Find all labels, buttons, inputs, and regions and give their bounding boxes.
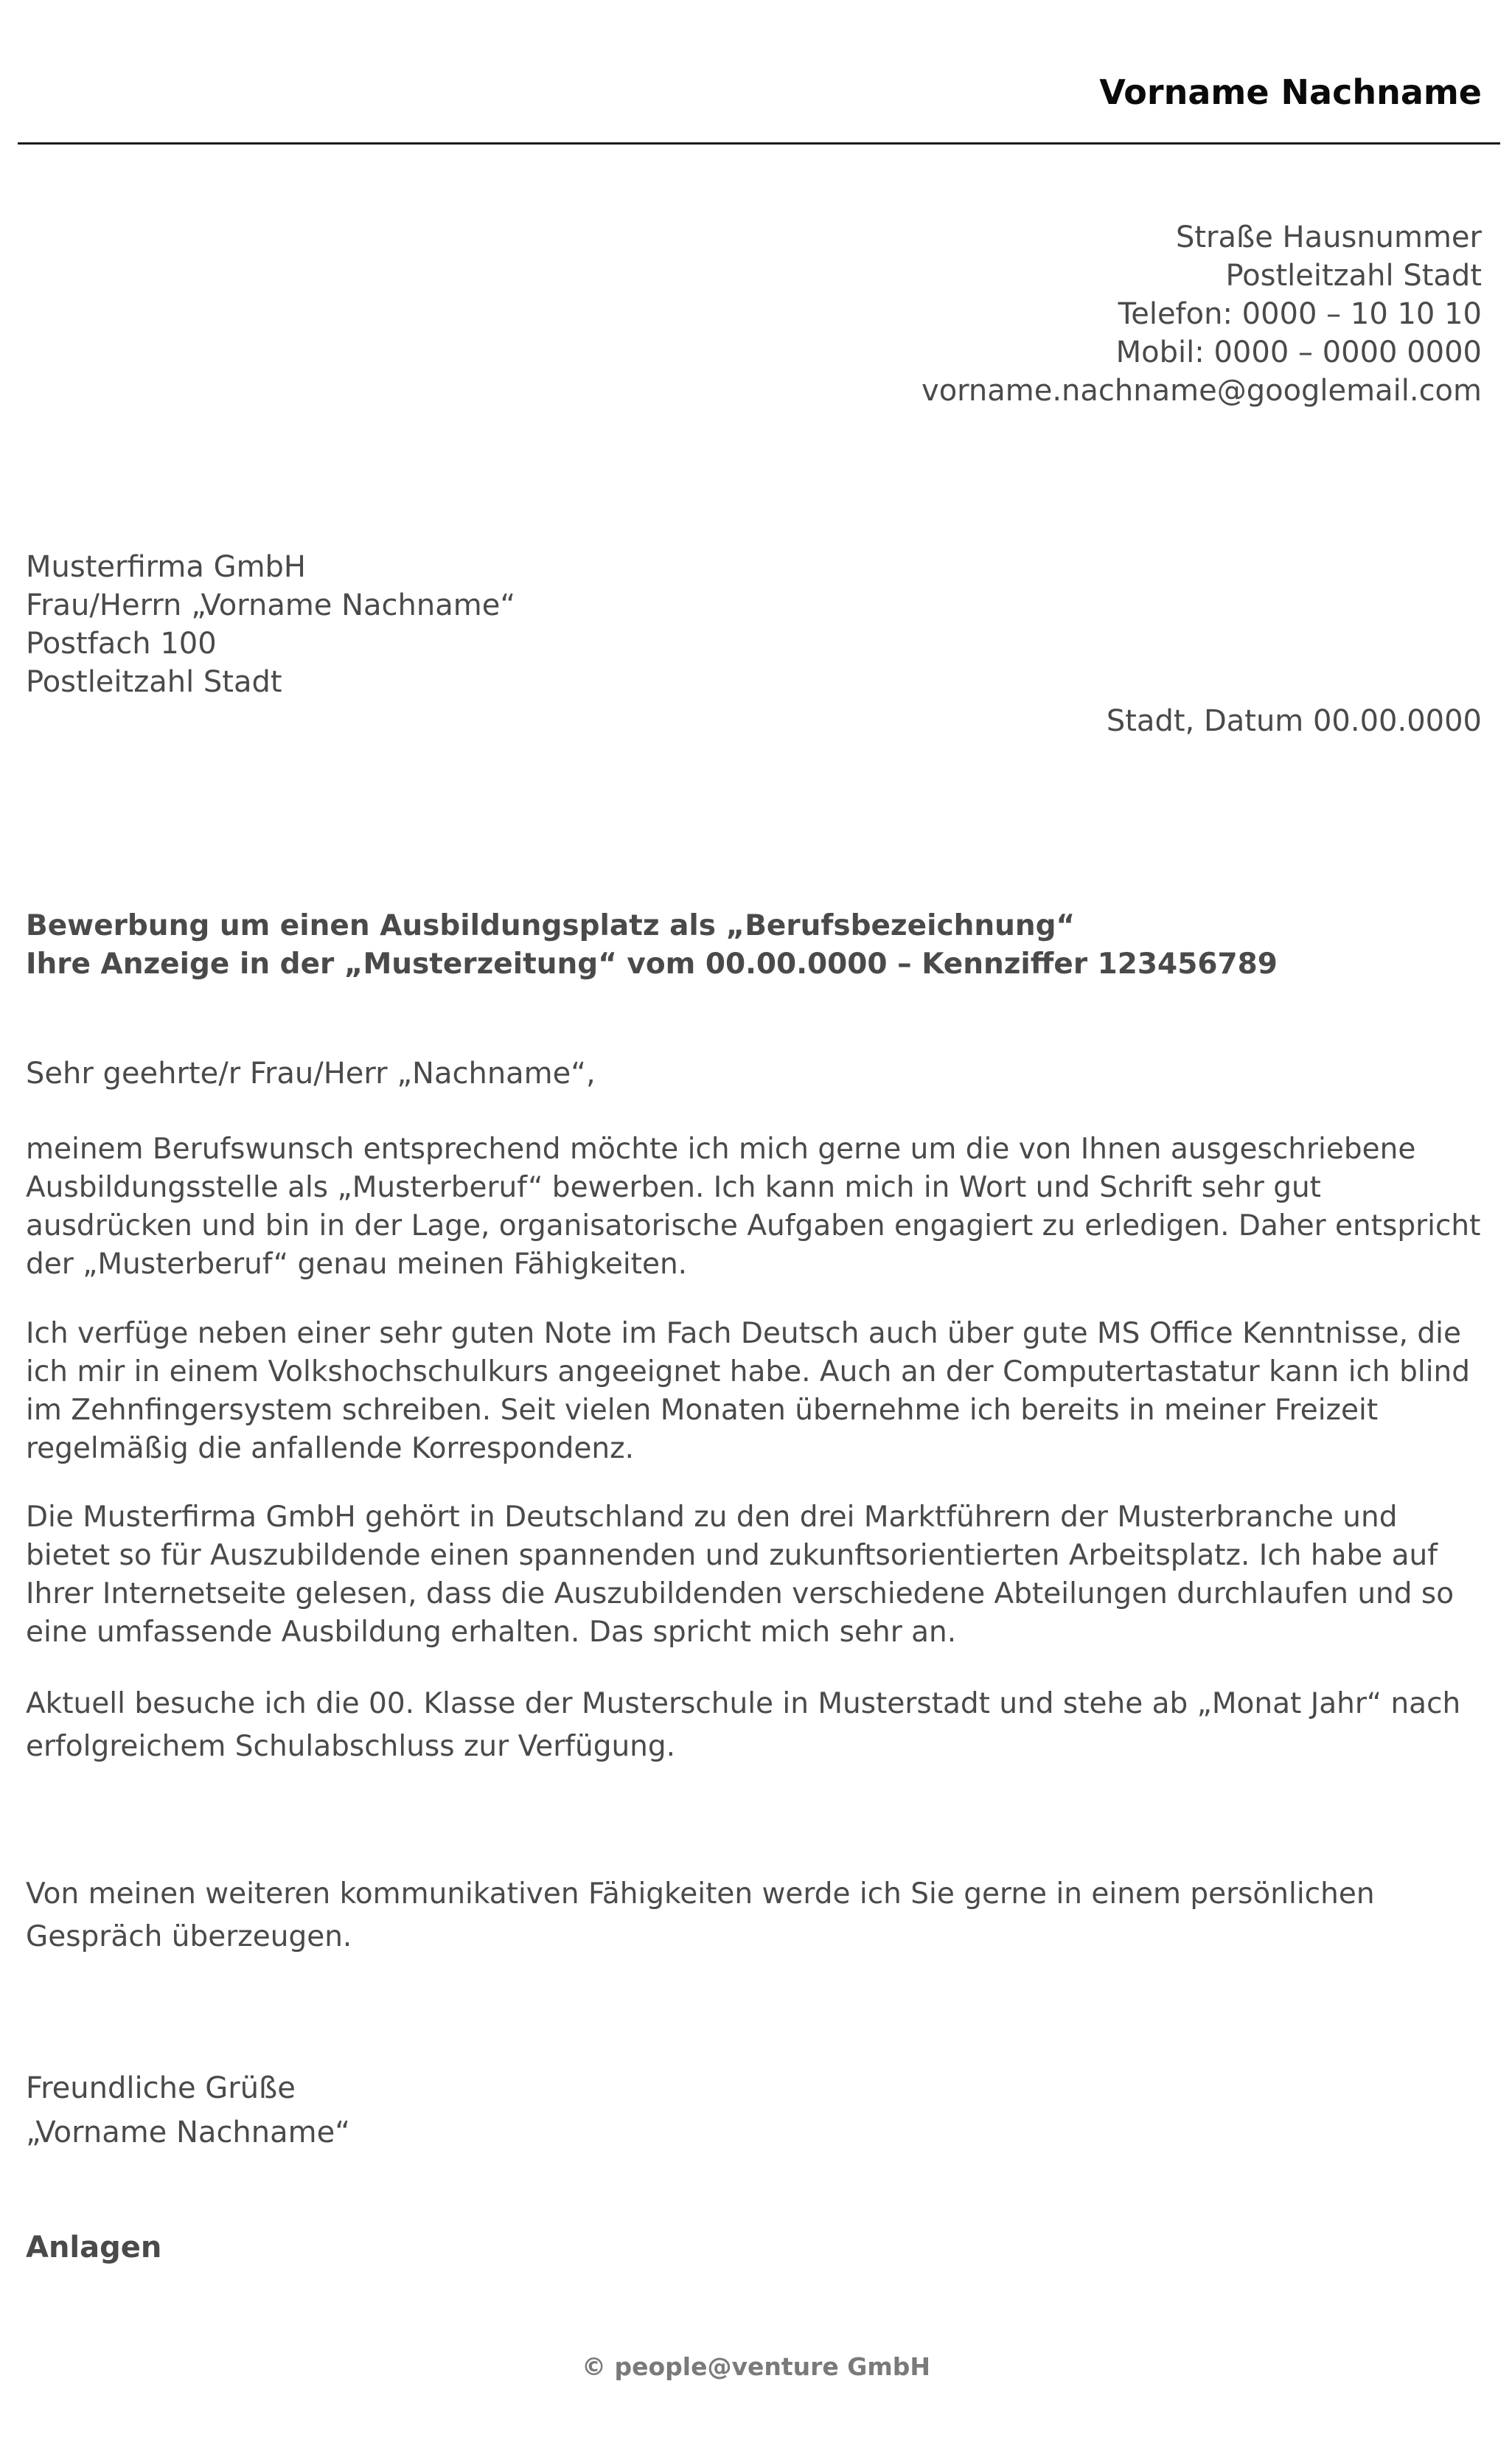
recipient-city: Postleitzahl Stadt — [26, 665, 282, 699]
closing-block — [26, 2066, 350, 2155]
body-paragraph-5: Von meinen weiteren kommunikativen Fähigkeiten werde ich Sie gerne in einem persönlichen Gespräch überzeugen. — [26, 1877, 1375, 1953]
sender-address — [922, 218, 1482, 410]
closing-greeting: Freundliche Grüße — [26, 2071, 296, 2105]
sender-city: Postleitzahl Stadt — [1225, 259, 1482, 293]
header-divider — [18, 142, 1500, 145]
letterhead-name: Vorname Nachname — [1099, 72, 1482, 112]
footer-copyright: © people@venture GmbH — [582, 2352, 930, 2381]
recipient-po-box: Postfach 100 — [26, 627, 217, 661]
attachments-label: Anlagen — [26, 2231, 162, 2265]
subject-line-1: Bewerbung um einen Ausbildungsplatz als „Berufsbezeichnung“ — [26, 909, 1076, 942]
sender-email: vorname.nachname@googlemail.com — [922, 374, 1482, 408]
salutation: Sehr geehrte/r Frau/Herr „Nachname“, — [26, 1057, 596, 1091]
subject-block — [26, 907, 1278, 984]
recipient-address — [26, 548, 515, 701]
sender-street: Straße Hausnummer — [1175, 220, 1482, 254]
body-paragraph-2: Ich verfüge neben einer sehr guten Note im Fach Deutsch auch über gute MS Office Kenntnisse, die ich mir in einem Volkshochschulkurs angeeignet habe. Auch an der Computertastatur kann ich blind im Zehnfingersystem schreiben. Seit vielen Monaten übernehme ich bereits in meiner Freizeit regelmäßig die anfallende Korrespondenz. — [26, 1317, 1471, 1465]
letter-date: Stadt, Datum 00.00.0000 — [1106, 704, 1482, 738]
signature-name: „Vorname Nachname“ — [26, 2116, 350, 2149]
sender-mobile: Mobil: 0000 – 0000 0000 — [1115, 336, 1482, 369]
subject-line-2: Ihre Anzeige in der „Musterzeitung“ vom 00.00.0000 – Kennziffer 123456789 — [26, 948, 1278, 981]
body-paragraph-1: meinem Berufswunsch entsprechend möchte ich mich gerne um die von Ihnen ausgeschriebene Ausbildungsstelle als „Musterberuf“ bewerben. Ich kann mich in Wort und Schrift sehr gut ausdrücken und bin in der Lage, organisatorische Aufgaben engagiert zu erledigen. Daher entspricht der „Musterberuf“ genau meinen Fähigkeiten. — [26, 1133, 1481, 1281]
recipient-contact: Frau/Herrn „Vorname Nachname“ — [26, 588, 516, 622]
body-paragraph-4: Aktuell besuche ich die 00. Klasse der Musterschule in Musterstadt und stehe ab „Monat Jahr“ nach erfolgreichem Schulabschluss zur Verfügung. — [26, 1687, 1461, 1763]
recipient-company: Musterfirma GmbH — [26, 550, 306, 584]
sender-phone: Telefon: 0000 – 10 10 10 — [1118, 297, 1482, 331]
body-paragraph-3: Die Musterfirma GmbH gehört in Deutschland zu den drei Marktführern der Musterbranche und bietet so für Auszubildende einen spannenden und zukunftsorientierten Arbeitsplatz. Ich habe auf Ihrer Internetseite gelesen, dass die Auszubildenden verschiedene Abteilungen durchlaufen und so eine umfassende Ausbildung erhalten. Das spricht mich sehr an. — [26, 1501, 1454, 1649]
